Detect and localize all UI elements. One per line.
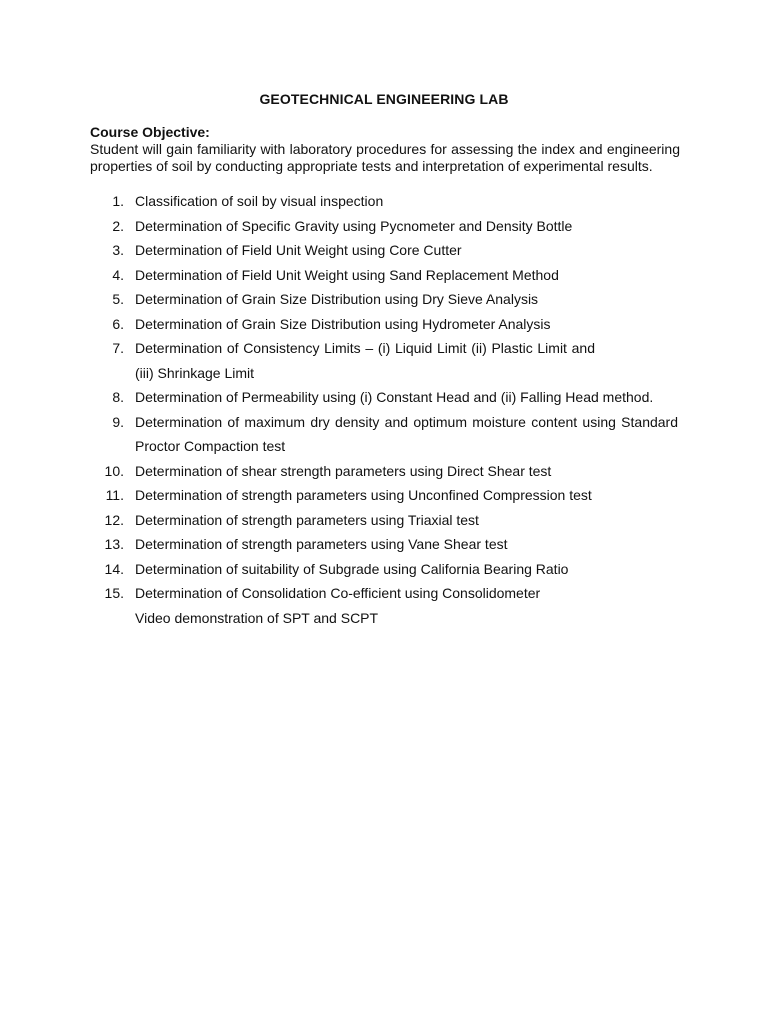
course-objective-heading: Course Objective:	[90, 124, 210, 140]
list-item-number: 14.	[104, 560, 124, 577]
list-item-text: Determination of suitability of Subgrade using California Bearing Ratio	[135, 560, 569, 577]
list-item	[0, 263, 768, 288]
list-item-number: 13.	[104, 536, 124, 552]
list-item	[0, 581, 768, 606]
document-title: GEOTECHNICAL ENGINEERING LAB	[259, 91, 509, 107]
list-item-number: 5.	[112, 291, 124, 307]
list-item-text: Determination of strength parameters using Triaxial test	[135, 511, 479, 528]
list-item-number: 10.	[104, 462, 124, 479]
list-item	[0, 238, 768, 263]
list-item-text: Determination of maximum dry density and optimum moisture content using Standard Proctor Compaction test	[135, 413, 678, 454]
list-item-number: 9.	[112, 413, 124, 430]
list-item-text: Determination of Consistency Limits – (i) Liquid Limit (ii) Plastic Limit and (iii) Shrinkage Limit	[135, 340, 595, 381]
list-item-text: Classification of soil by visual inspection	[135, 193, 384, 209]
list-item-text: Determination of strength parameters using Vane Shear test	[135, 536, 508, 552]
list-item-number: 4.	[112, 266, 124, 283]
list-item	[0, 287, 768, 312]
list-item-number: 2.	[112, 217, 124, 234]
list-item-text: Determination of strength parameters using Unconfined Compression test	[135, 487, 592, 503]
list-item-text: Determination of Permeability using (i) Constant Head and (ii) Falling Head method.	[135, 389, 654, 405]
list-item-text: Determination of Field Unit Weight using Core Cutter	[135, 242, 462, 258]
list-item-text: Determination of Specific Gravity using Pycnometer and Density Bottle	[135, 217, 573, 234]
list-item-text: Determination of shear strength parameters using Direct Shear test	[135, 462, 552, 479]
list-item-number: 6.	[112, 315, 124, 332]
experiment-list	[0, 189, 768, 630]
list-item-number: 15.	[104, 585, 124, 601]
list-item	[0, 189, 768, 214]
list-item	[0, 312, 768, 337]
list-item	[0, 214, 768, 239]
list-item-number: 8.	[112, 389, 124, 405]
list-item-text: Determination of Field Unit Weight using Sand Replacement Method	[135, 266, 559, 283]
list-item-number: 7.	[112, 340, 124, 356]
list-item	[0, 606, 768, 631]
list-item	[0, 508, 768, 533]
list-item	[0, 532, 768, 557]
list-item	[0, 557, 768, 582]
list-item-number: 1.	[112, 193, 124, 209]
list-item	[0, 459, 768, 484]
list-item-text: Determination of Grain Size Distribution using Dry Sieve Analysis	[135, 291, 539, 307]
list-item	[0, 410, 768, 459]
list-item	[0, 385, 768, 410]
list-item-text: Determination of Consolidation Co-efficient using Consolidometer	[135, 585, 541, 601]
list-item	[0, 483, 768, 508]
list-item-number: 3.	[112, 242, 124, 258]
list-item-number: 12.	[104, 511, 124, 528]
list-item	[0, 336, 768, 385]
course-objective-text: Student will gain familiarity with laboratory procedures for assessing the index and engineering properties of soil by conducting appropriate tests and interpretation of experimental results.	[90, 141, 680, 174]
list-item-number: 11.	[105, 487, 124, 503]
list-item-text: Video demonstration of SPT and SCPT	[135, 609, 379, 626]
list-item-text: Determination of Grain Size Distribution using Hydrometer Analysis	[135, 315, 551, 332]
